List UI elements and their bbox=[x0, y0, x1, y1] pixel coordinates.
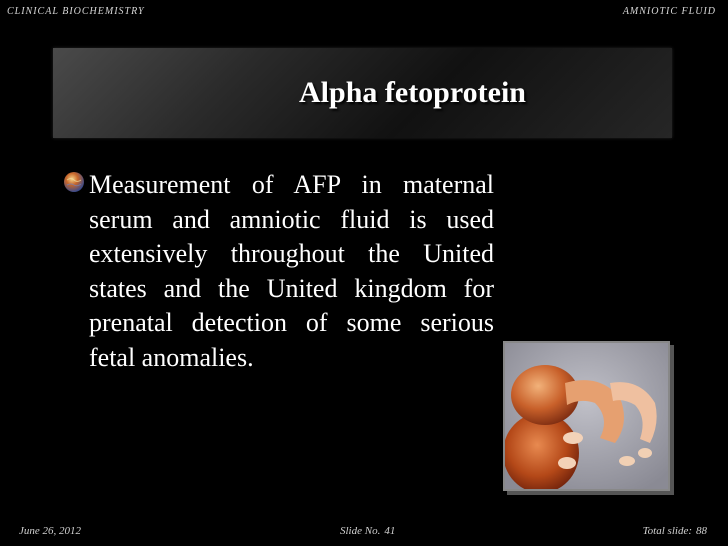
fetus-image bbox=[505, 343, 668, 489]
globe-bullet-icon bbox=[63, 171, 85, 193]
footer-date: June 26, 2012 bbox=[19, 525, 82, 537]
fetus-photo bbox=[503, 341, 670, 491]
total-slides-label: Total slide: bbox=[642, 525, 692, 537]
title-banner bbox=[53, 48, 672, 138]
slide-number-label: Slide No. bbox=[340, 525, 381, 537]
slide-title: Alpha fetoprotein bbox=[299, 76, 526, 109]
header-topic-label: AMNIOTIC FLUID bbox=[622, 6, 716, 17]
footer-total-slides bbox=[643, 525, 707, 537]
header-course-label: CLINICAL BIOCHEMISTRY bbox=[7, 6, 145, 17]
bullet-text: Measurement of AFP in maternal serum and amniotic fluid is used extensively throughout the United states and the United kingdom for prenatal detection of some serious fetal anomalies. bbox=[89, 170, 494, 372]
slide-number-value: 41 bbox=[384, 525, 396, 537]
footer-slide-number bbox=[340, 525, 395, 537]
total-slides-value: 88 bbox=[696, 525, 707, 537]
